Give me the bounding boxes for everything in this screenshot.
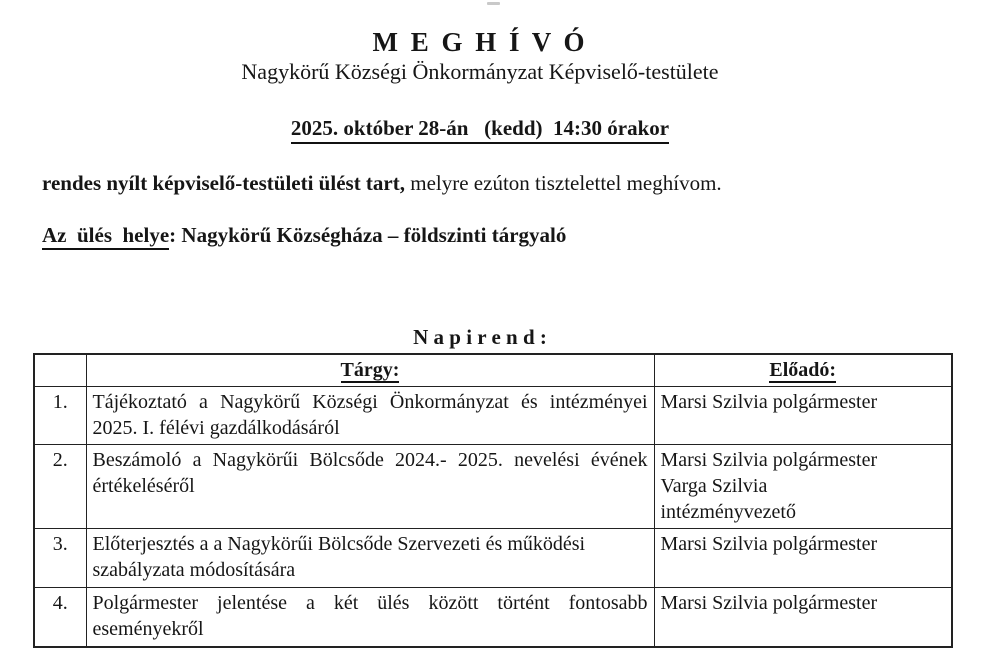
presenter-cell bbox=[654, 445, 952, 529]
intro-line bbox=[42, 171, 944, 196]
presenter-line: Marsi Szilvia polgármester bbox=[660, 592, 878, 614]
meeting-datetime-row bbox=[0, 116, 960, 144]
subject-cell: Tájékoztató a Nagykörű Községi Önkormányzat és intézményei 2025. I. félévi gazdálkodásáról bbox=[86, 387, 654, 445]
table-header-row bbox=[34, 354, 952, 387]
header-presenter-label: Előadó: bbox=[769, 359, 837, 381]
header-cell-presenter bbox=[654, 354, 952, 387]
location-line bbox=[42, 223, 944, 248]
row-number: 2. bbox=[34, 445, 86, 529]
presenter-line: Marsi Szilvia polgármester bbox=[660, 449, 878, 471]
row-number: 4. bbox=[34, 588, 86, 648]
scan-artifact bbox=[487, 2, 500, 5]
presenter-line: intézményvezető bbox=[660, 501, 796, 523]
table-row bbox=[34, 387, 952, 445]
header-cell-subject bbox=[86, 354, 654, 387]
intro-regular-text: melyre ezúton tisztelettel meghívom. bbox=[405, 171, 722, 195]
table-row bbox=[34, 588, 952, 648]
subject-cell: Beszámoló a Nagykörűi Bölcsőde 2024.- 2025. nevelési évének értékeléséről bbox=[86, 445, 654, 529]
row-number: 3. bbox=[34, 529, 86, 588]
presenter-cell bbox=[654, 387, 952, 445]
header-subject-label: Tárgy: bbox=[340, 359, 400, 381]
header-cell-number bbox=[34, 354, 86, 387]
agenda-table bbox=[33, 353, 953, 648]
table-row bbox=[34, 529, 952, 588]
intro-bold-text: rendes nyílt képviselő-testületi ülést tart, bbox=[42, 171, 405, 195]
presenter-line: Marsi Szilvia polgármester bbox=[660, 391, 878, 413]
document-title: M E G H Í V Ó bbox=[372, 27, 588, 57]
meeting-datetime: 2025. október 28-án (kedd) 14:30 órakor bbox=[291, 116, 669, 144]
subject-cell: Polgármester jelentése a két ülés között történt fontosabb eseményekről bbox=[86, 588, 654, 648]
presenter-line: Varga Szilvia bbox=[660, 475, 768, 497]
table-row bbox=[34, 445, 952, 529]
presenter-line: Marsi Szilvia polgármester bbox=[660, 533, 878, 555]
location-colon: : bbox=[169, 223, 177, 247]
agenda-heading: N a p i r e n d : bbox=[413, 325, 547, 349]
row-number: 1. bbox=[34, 387, 86, 445]
location-value: Nagykörű Községháza – földszinti tárgyaló bbox=[176, 223, 567, 247]
presenter-cell bbox=[654, 529, 952, 588]
location-label: Az ülés helye bbox=[42, 223, 169, 250]
presenter-cell bbox=[654, 588, 952, 648]
organization-name: Nagykörű Községi Önkormányzat Képviselő-testülete bbox=[241, 59, 719, 84]
subject-cell: Előterjesztés a a Nagykörűi Bölcsőde Szervezeti és működési szabályzata módosítására bbox=[86, 529, 654, 588]
